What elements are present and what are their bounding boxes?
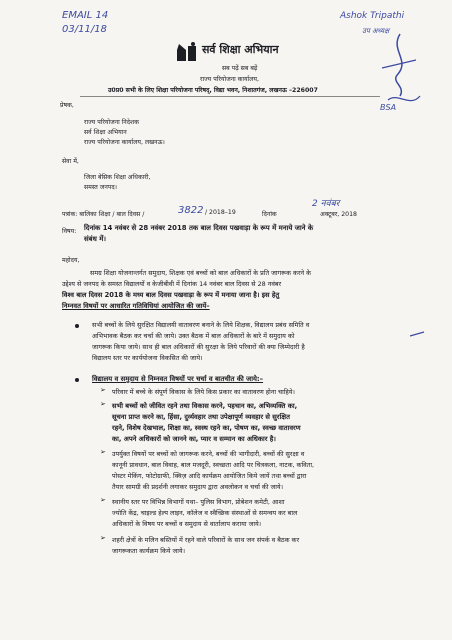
sender-line-1: राज्य परियोजना निदेशक (84, 119, 139, 126)
office-name: राज्य परियोजना कार्यालय, (200, 76, 259, 83)
sub-item-line: स्थानीय स्तर पर विभिन्न विभागों यथा– पुलिस विभाग, प्रोबेशन कमेटी, आशा (112, 498, 285, 506)
margin-pen-mark (408, 326, 428, 346)
header-rule (80, 96, 380, 97)
recipient-line-2: समस्त जनपद। (84, 184, 117, 191)
org-name: सर्व शिक्षा अभियान (202, 43, 279, 56)
sender-line-2: सर्व शिक्षा अभियान (84, 129, 127, 136)
sender-label: प्रेषक, (60, 102, 74, 109)
recipient-label: सेवा में, (62, 158, 79, 165)
sub-item-line: ज्योति केंद्र, चाइल्ड हेल्प लाइन, कॉलेज व स्वैच्छिक संस्थाओं से समन्वय कर बाल (112, 509, 298, 517)
handwritten-date: 03/11/18 (62, 24, 107, 35)
bullet-1-line: अभिभावक बैठक कर चर्चा की जाये। उक्त बैठक में बाल अधिकारों के बारे में समुदाय को (92, 332, 295, 340)
handwritten-email: EMAIL 14 (62, 10, 109, 21)
arrow-icon: ➢ (100, 448, 106, 456)
reference-date-typed: अक्टूबर, 2018 (320, 211, 357, 218)
bullet-marker (75, 324, 79, 328)
sub-item-line: जागरूकता कार्यक्रम किये जाये। (112, 547, 186, 555)
signature-scribble (370, 30, 430, 110)
subject-line-2: संबंध में। (84, 235, 106, 243)
bullet-1-line: विद्यालय स्तर पर कार्ययोजना विकसित की जाये। (92, 354, 203, 362)
sub-item-line: तैयार सामग्री की प्रदर्शनी लगाकर समुदाय द्वारा अवलोकन व चर्चा की जाये। (112, 483, 284, 491)
handwritten-name: Ashok Tripathi (340, 11, 405, 21)
arrow-icon: ➢ (100, 386, 106, 394)
sub-item-line: अधिकारों के विषय पर बच्चों व समुदाय से वार्तालाप कराया जाये। (112, 520, 262, 528)
subject-line-1: दिनांक 14 नवंबर से 28 नवंबर 2018 तक बाल दिवस पखवाड़ा के रूप में मनाये जाने के (84, 224, 314, 232)
reference-number: 3822 (178, 205, 204, 216)
reference-year: / 2018–19 (205, 209, 236, 216)
subject-label: विषय: (62, 228, 77, 235)
sub-item-line: शहरी क्षेत्रों के मलिन बस्तियों में रहने वाले परिवारों के साथ जन संपर्क व बैठक कर (112, 536, 300, 544)
salutation: महोदय, (62, 257, 80, 264)
arrow-icon: ➢ (100, 400, 106, 408)
reference-patrank: पत्रांक: बालिका शिक्षा / बाल दिवस / (62, 211, 145, 218)
sub-item-line: रहने, विशेष देखभाल, शिक्षा का, स्वस्थ रहने का, पोषण का, स्वच्छ वातावरण (112, 424, 301, 432)
sender-line-3: राज्य परियोजना कार्यालय, लखनऊ। (84, 139, 165, 146)
bullet-marker (75, 378, 79, 382)
intro-line: विश्व बाल दिवस 2018 के मध्य बाल दिवस पखवाड़ा के रूप में मनाया जाना है। इस हेतु (62, 291, 280, 299)
bullet-1-line: जागरूक किया जाये। साथ ही बाल अधिकारों की सुरक्षा के लिये परिवारों की क्या जिम्मेदारी है (92, 343, 305, 351)
arrow-icon: ➢ (100, 534, 106, 542)
sub-item-line: का, अपने अधिकारों को जानने का, प्यार व सम्मान का अधिकार है। (112, 435, 276, 443)
bullet-1-line: सभी बच्चों के लिये सुरक्षित विद्यालयी वातावरण बनाने के लिये शिक्षक, विद्यालय प्रबंध समिति व (92, 321, 310, 329)
tagline: सब पढ़ें सब बढ़ें (222, 65, 258, 72)
office-address: उ0प्र0 सभी के लिए शिक्षा परियोजना परिषद्, विद्या भवन, निशातगंज, लखनऊ –226007 (108, 87, 318, 94)
intro-line: समग्र शिक्षा योजनान्तर्गत समुदाय, शिक्षक एवं बच्चों को बाल अधिकारों के प्रति जागरूक करने के (90, 269, 312, 277)
sub-item-line: उपर्युक्त विषयों पर बच्चों को जागरूक करने, बच्चों की भागीदारी, बच्चों की सुरक्षा व (112, 450, 305, 458)
intro-line: उद्देश्य से जनपद के समस्त विद्यालयों व केजीबीवी में दिनांक 14 नवंबर बाल दिवस से 28 नवंबर (62, 280, 282, 288)
reference-date-label: दिनांक (262, 211, 277, 218)
handwritten-note-right: उप अध्यक्ष (362, 27, 390, 35)
sub-item-line: परिवार में बच्चे के संपूर्ण विकास के लिये किस प्रकार का वातावरण होना चाहिये। (112, 388, 295, 396)
sub-item-line: सूचना प्राप्त करने का, हिंसा, दुर्व्यवहार तथा उपेक्षापूर्ण व्यवहार से सुरक्षित (112, 413, 290, 421)
sub-item-line: कानूनी प्रावधान, बाल विवाह, बाल मजदूरी, स्वच्छता आदि पर चित्रकला, नाटक, कविता, (112, 461, 315, 469)
arrow-icon: ➢ (100, 496, 106, 504)
intro-line: निम्नवत विषयों पर आधारित गतिविधियां आयोजित की जायें– (62, 302, 210, 310)
sub-item-line: सभी बच्चों को जीवित रहने तथा विकास करने, पहचान का, अभिव्यक्ति का, (112, 402, 298, 410)
handwritten-note-left (62, 10, 108, 35)
reference-date-handwritten: 2 नवंबर (312, 199, 340, 209)
bullet-2-heading: विद्यालय व समुदाय से निम्नवत विषयों पर चर्चा व बातचीत की जाये:– (92, 375, 264, 383)
sub-item-line: पोस्टर मेकिंग, फोटोग्राफी, क्विज़ आदि कार्यक्रम आयोजित किये जायें तथा बच्चों द्वारा (112, 472, 307, 480)
recipient-line-1: जिला बेसिक शिक्षा अधिकारी, (84, 174, 151, 181)
handwritten-initials: BSA (380, 103, 397, 112)
ssa-logo-icon (175, 42, 201, 62)
